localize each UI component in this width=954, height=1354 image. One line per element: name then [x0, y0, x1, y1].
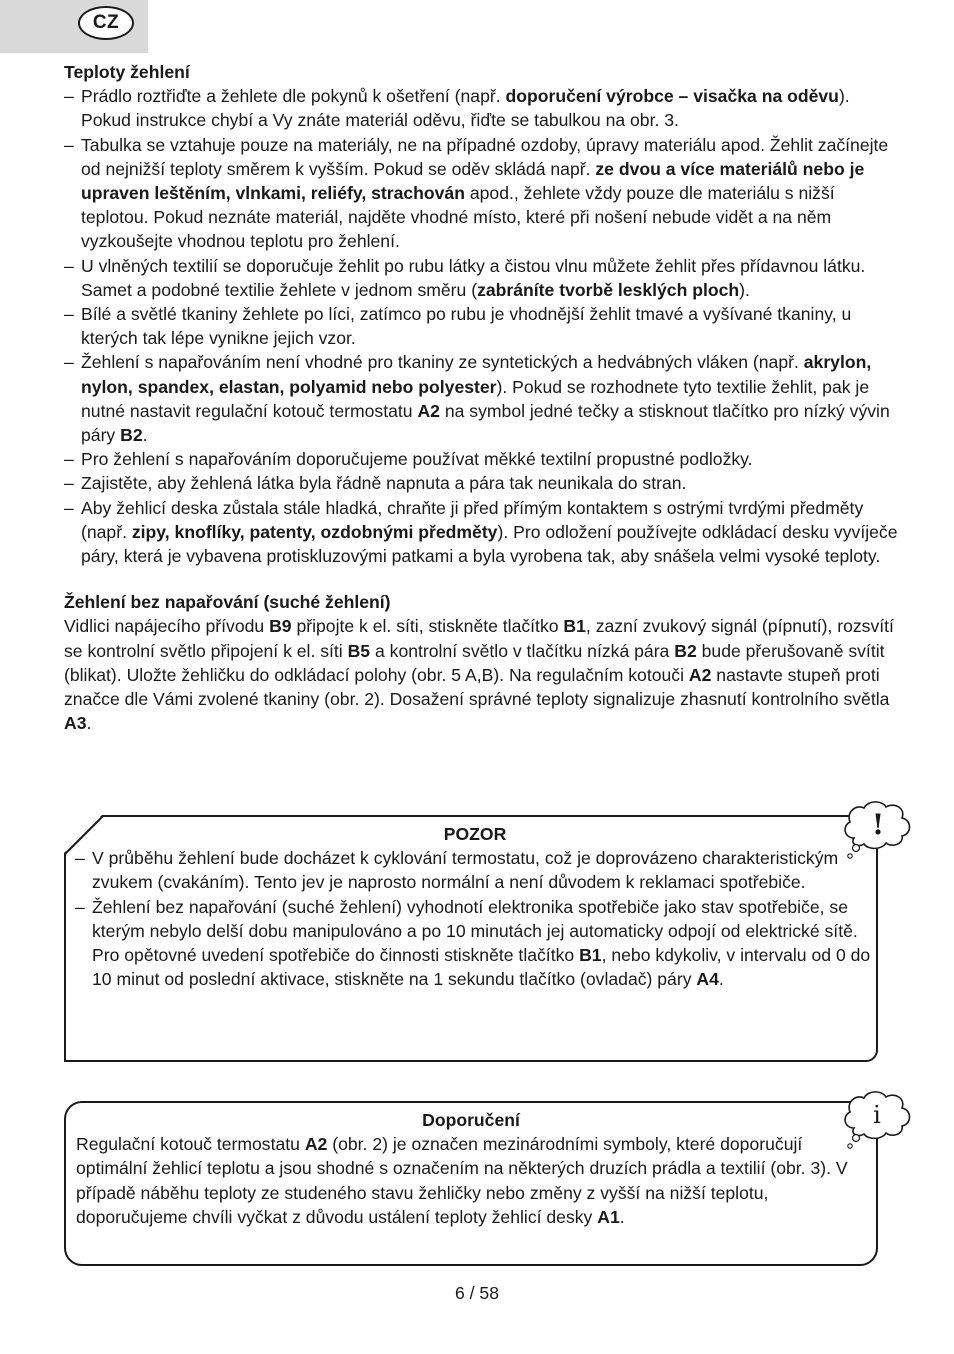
list-item: – Žehlení bez napařování (suché žehlení) vyhodnotí elektronika spotřebiče jako stav spotřebiče, se kterým nebylo delší dobu manipulováno a po 10 minutách jej automaticky odpojí od elektrické sítě. Pro opětovné uvedení spotřebiče do činnosti stiskněte tlačítko B1, nebo kdykoliv, v intervalu od 0 do 10 minut od poslední aktivace, stiskněte na 1 sekundu tlačítko (ovladač) páry A4. — [75, 895, 875, 992]
dry-ironing-paragraph: Vidlici napájecího přívodu B9 připojte k el. síti, stiskněte tlačítko B1, zazní zvukový signál (pípnutí), rozsvítí se kontrolní světlo připojení k el. síti B5 a kontrolní světlo v tlačítku nízká pára B2 bude přerušovaně svítit (blikat). Uložte žehličku do odkládací polohy (obr. 5 A,B). Na regulačním kotouči A2 nastavte stupeň proti značce dle Vámi zvolené tkaniny (obr. 2). Dosažení správné teploty signalizuje zhasnutí kontrolního světla A3. — [64, 616, 894, 734]
list-item: – Prádlo roztřiďte a žehlete dle pokynů k ošetření (např. doporučení výrobce – visačka na oděvu). Pokud instrukce chybí a Vy znáte materiál oděvu, řiďte se tabulkou na obr. 3. — [64, 84, 904, 132]
recommendation-title: Doporučení — [422, 1110, 520, 1130]
list-item: – Zajistěte, aby žehlená látka byla řádně napnuta a pára tak neunikala do stran. — [64, 471, 904, 495]
section-heading-dry-ironing: Žehlení bez napařování (suché žehlení) — [64, 592, 391, 613]
list-item: – Žehlení s napařováním není vhodné pro tkaniny ze syntetických a hedvábných vláken (např. akrylon, nylon, spandex, elastan, polyamid nebo polyester). Pokud se rozhodnete tyto textilie žehlit, pak je nutné nastavit regulační kotouč termostatu A2 na symbol jedné tečky a stisknout tlačítko pro nízký vývin páry B2. — [64, 350, 904, 447]
warning-title: POZOR — [443, 824, 507, 844]
main-content — [64, 60, 904, 735]
list-item: – Tabulka se vztahuje pouze na materiály, ne na případné ozdoby, úpravy materiálu apod. Žehlit začínejte od nejnižší teploty směrem k vyšším. Pokud se oděv skládá např. ze dvou a více materiálů nebo je upraven leštěním, vlnkami, reliéfy, strachován apod., žehlete vždy pouze dle materiálu s nižší teplotou. Pokud neznáte materiál, najděte vhodné místo, které při nošení nebude vidět a na něm vyzkoušejte vhodnou teplotu pro žehlení. — [64, 133, 904, 254]
page-number: 6 / 58 — [454, 1283, 500, 1303]
list-item: – Bílé a světlé tkaniny žehlete po líci, zatímco po rubu je vhodnější žehlit tmavé a vyšívané tkaniny, u kterých tak lépe vynikne jejich vzor. — [64, 302, 904, 350]
language-badge: CZ — [78, 6, 134, 40]
section-heading-ironing-temperatures: Teploty žehlení — [64, 62, 190, 82]
info-icon-symbol: i — [873, 1101, 881, 1129]
recommendation-paragraph: Regulační kotouč termostatu A2 (obr. 2) je označen mezinárodními symboly, které doporučují optimální žehlicí teplotu a jsou shodné s označením na některých druzích prádla a textilií (obr. 3). V případě náběhu teploty ze studeného stavu žehličky nebo změny z vyšší na nižší teplotu, doporučujeme chvíli vyčkat z důvodu ustálení teploty žehlicí desky A1. — [76, 1134, 848, 1227]
ironing-temperature-list — [64, 84, 904, 568]
list-item: – Pro žehlení s napařováním doporučujeme používat měkké textilní propustné podložky. — [64, 447, 904, 471]
warning-list — [75, 846, 875, 991]
list-item: – U vlněných textilií se doporučuje žehlit po rubu látky a čistou vlnu můžete žehlit přes přídavnou látku. Samet a podobné textilie žehlete v jednom směru (zabráníte tvorbě lesklých ploch). — [64, 254, 904, 302]
recommendation-content — [76, 1108, 866, 1229]
info-icon — [840, 1088, 914, 1154]
list-item: – V průběhu žehlení bude docházet k cyklování termostatu, což je doprovázeno charakteristickým zvukem (cvakáním). Tento jev je naprosto normální a není důvodem k reklamaci spotřebiče. — [75, 846, 875, 894]
list-item: – Aby žehlicí deska zůstala stále hladká, chraňte ji před přímým kontaktem s ostrými tvrdými předměty (např. zipy, knoflíky, patenty, ozdobnými předměty). Pro odložení používejte odkládací desku vyvíječe páry, která je vybavena protiskluzovými patkami a byla vyrobena tak, aby snášela velmi vysoké teploty. — [64, 496, 904, 569]
warning-icon-symbol: ! — [871, 808, 885, 841]
warning-content — [75, 822, 875, 991]
warning-icon — [840, 798, 914, 864]
